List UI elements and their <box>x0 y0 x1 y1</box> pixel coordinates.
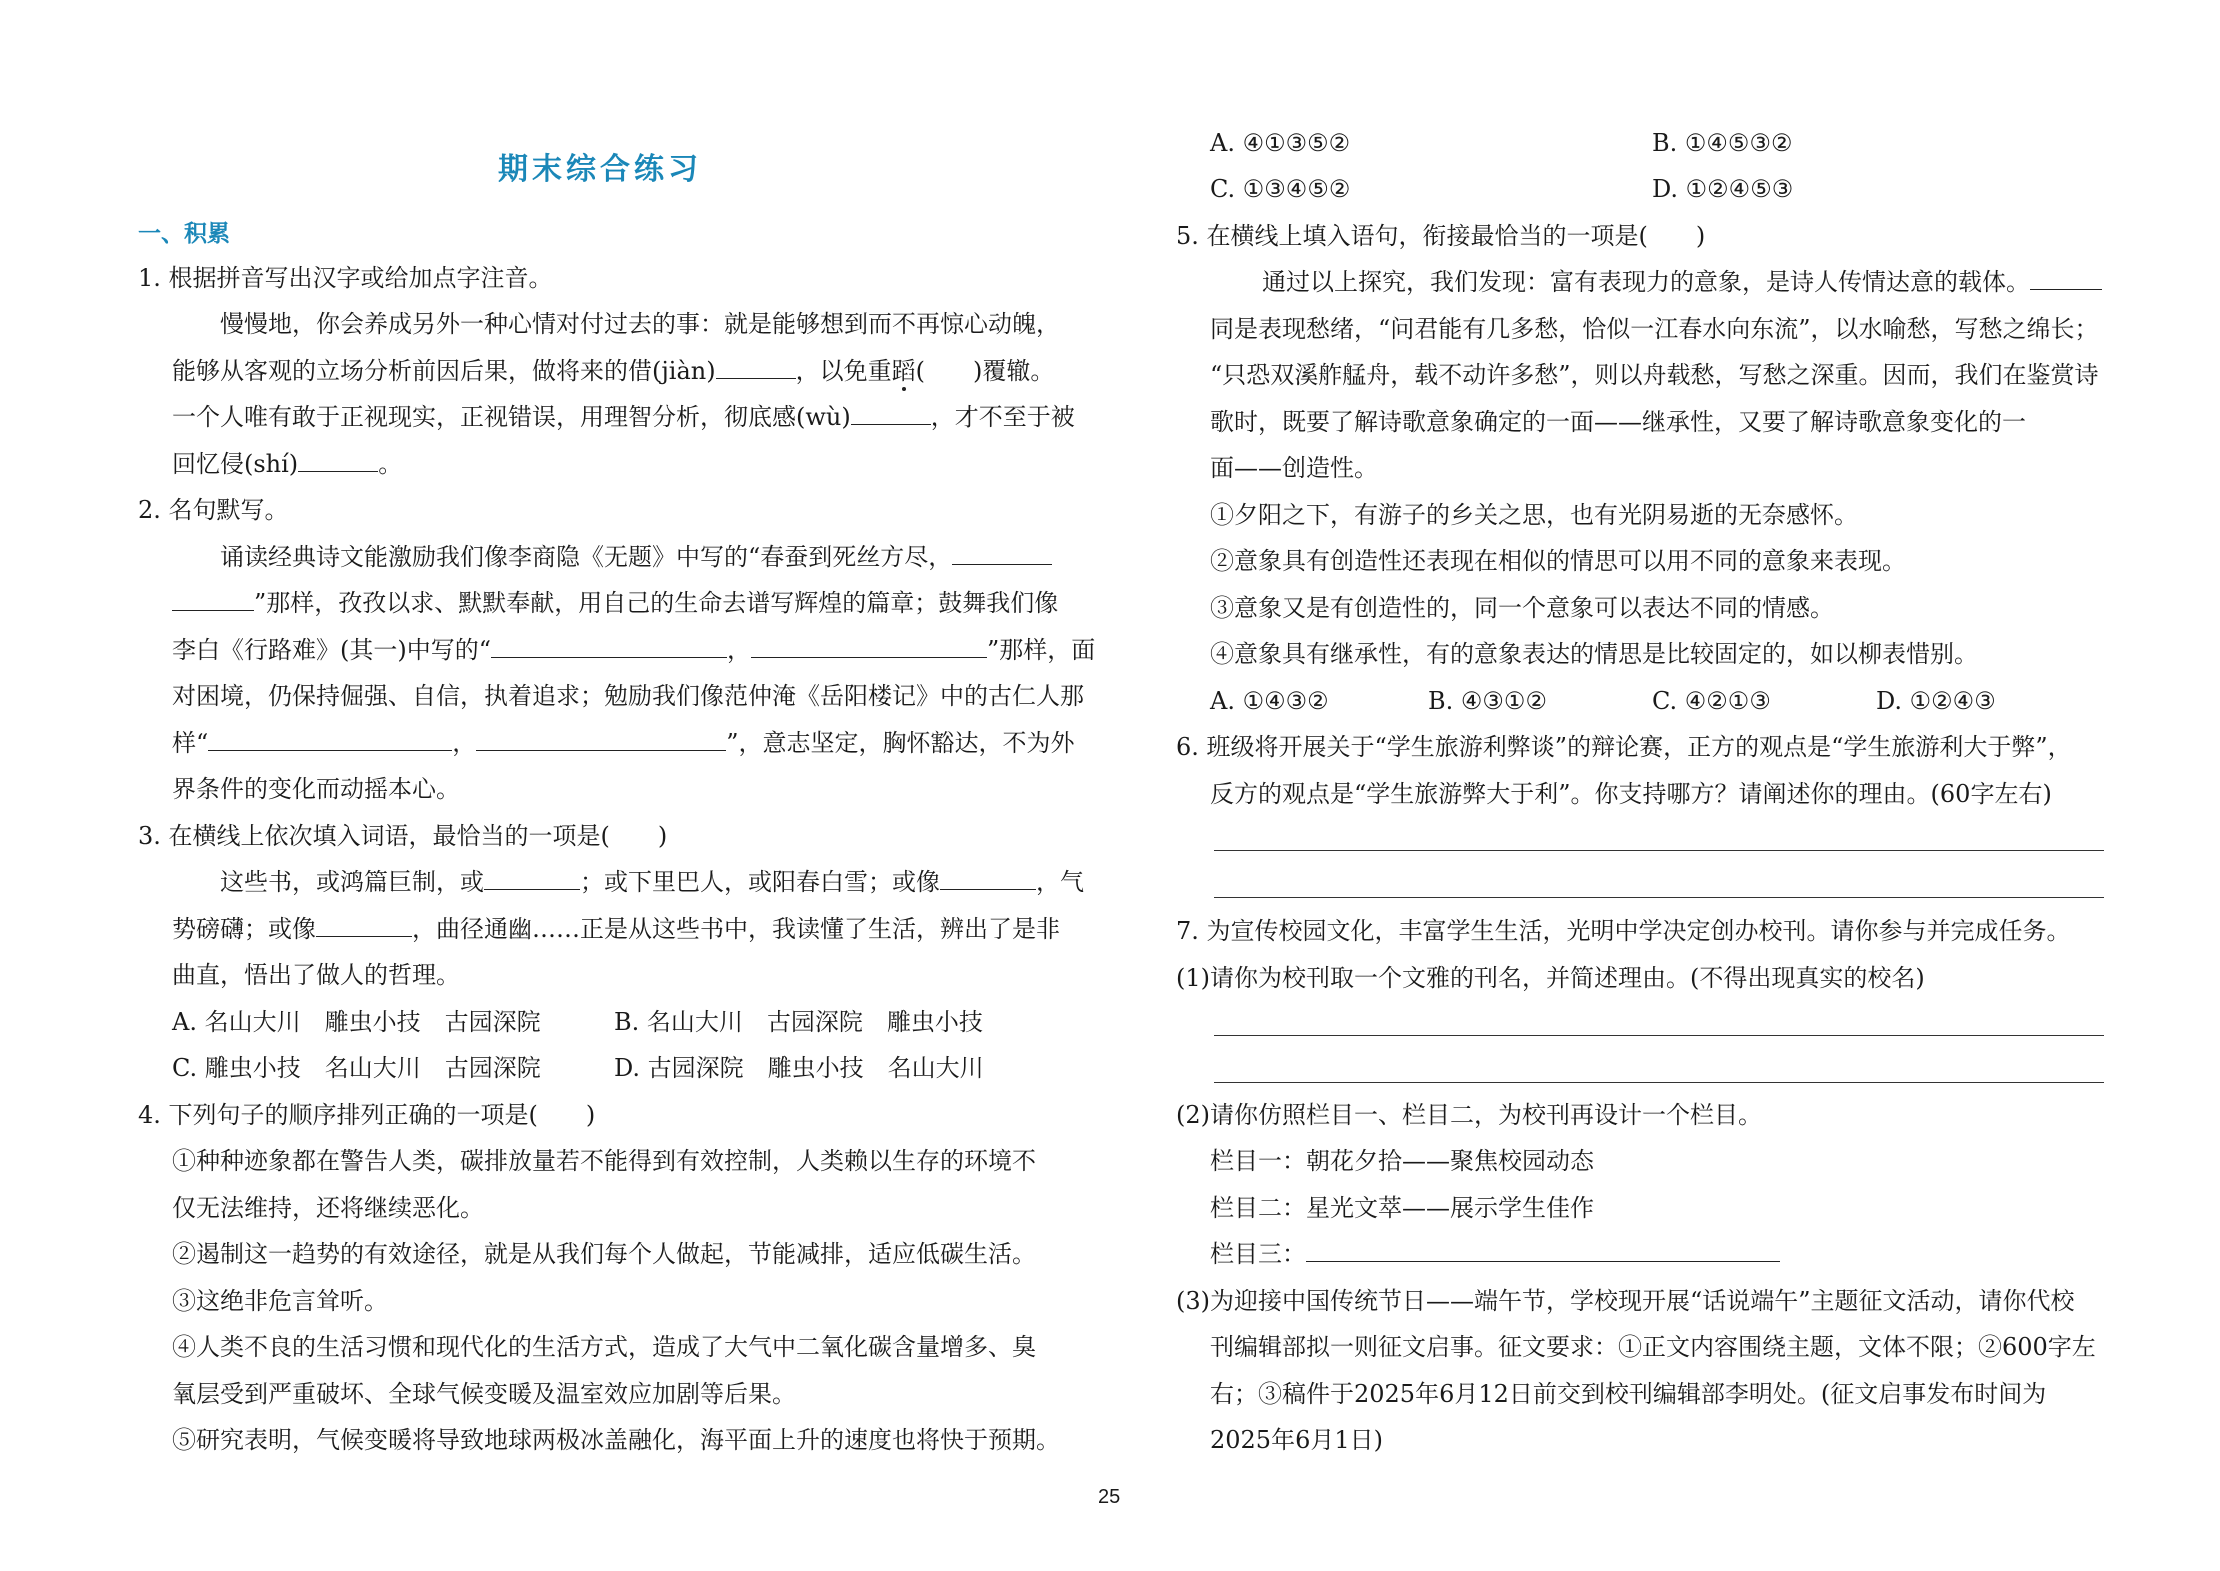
q1-line-4 <box>172 448 402 480</box>
q1-stem: 1. 根据拼音写出汉字或给加点字注音。 <box>138 264 553 292</box>
q2-line-4: 对困境，仍保持倔强、自信，执着追求；勉励我们像范仲淹《岳阳楼记》中的古仁人那 <box>172 682 1084 710</box>
q7-column-2: 栏目二：星光文萃——展示学生佳作 <box>1210 1194 1594 1222</box>
q7-part-3d: 2025年6月1日) <box>1210 1426 1383 1454</box>
q4-sentence-4b: 氧层受到严重破坏、全球气候变暖及温室效应加剧等后果。 <box>172 1380 796 1408</box>
q5-text: 通过以上探究，我们发现：富有表现力的意象，是诗人传情达意的载体。 <box>1262 268 2030 296</box>
q3-line-1 <box>220 866 1084 898</box>
q4-sentence-4a: ④人类不良的生活习惯和现代化的生活方式，造成了大气中二氧化碳含量增多、臭 <box>172 1333 1036 1361</box>
q7-part-1: (1)请你为校刊取一个文雅的刊名，并简述理由。(不得出现真实的校名) <box>1176 964 1925 992</box>
q3-text: ；或下里巴人，或阳春白雪；或像 <box>580 868 940 896</box>
q7-part-3c: 右；③稿件于2025年6月12日前交到校刊编辑部李明处。(征文启事发布时间为 <box>1210 1380 2047 1408</box>
dotted-character: 蹈 <box>891 357 916 385</box>
page-title: 期末综合练习 <box>498 152 702 187</box>
q7-part-3b: 刊编辑部拟一则征文启事。征文要求：①正文内容围绕主题，文体不限；②600字左 <box>1210 1333 2096 1361</box>
q5-statement-3: ③意象又是有创造性的，同一个意象可以表达不同的情感。 <box>1210 594 1834 622</box>
q1-text: ( )覆辙。 <box>915 357 1055 385</box>
q4-option-d[interactable]: D. ①②④⑤③ <box>1652 175 1794 203</box>
q2-line-6: 界条件的变化而动摇本心。 <box>172 775 460 803</box>
q7-answer-line[interactable] <box>1214 1082 2104 1083</box>
q5-option-b[interactable]: B. ④③①② <box>1428 687 1547 715</box>
q2-text: ， <box>727 636 751 664</box>
answer-blank[interactable] <box>476 728 726 751</box>
q2-text: 诵读经典诗文能激励我们像李商隐《无题》中写的“春蚕到死丝方尽， <box>220 543 953 571</box>
q2-text: ”那样，孜孜以求、默默奉献，用自己的生命去谱写辉煌的篇章；鼓舞我们像 <box>254 589 1059 617</box>
q1-text: ，才不至于被 <box>930 403 1075 431</box>
answer-blank[interactable] <box>716 356 796 379</box>
section-heading: 一、积累 <box>138 221 230 247</box>
q3-text: 这些书，或鸿篇巨制，或 <box>220 868 484 896</box>
answer-blank[interactable] <box>751 635 987 658</box>
q1-text: 。 <box>378 450 403 478</box>
q7-text: 栏目三： <box>1210 1240 1306 1268</box>
q4-stem: 4. 下列句子的顺序排列正确的一项是( ) <box>138 1101 596 1129</box>
q7-stem: 7. 为宣传校园文化，丰富学生生活，光明中学决定创办校刊。请你参与并完成任务。 <box>1176 917 2071 945</box>
answer-blank[interactable] <box>1306 1239 1780 1262</box>
q5-option-d[interactable]: D. ①②④③ <box>1876 687 1996 715</box>
q6-answer-line[interactable] <box>1214 850 2104 851</box>
q5-line-2: 同是表现愁绪，“问君能有几多愁，恰似一江春水向东流”，以水喻愁，写愁之绵长； <box>1210 315 2099 343</box>
q6-stem-2: 反方的观点是“学生旅游弊大于利”。你支持哪方？请阐述你的理由。(60字左右) <box>1210 780 2052 808</box>
q1-text: 回忆侵(shí) <box>172 450 299 478</box>
q1-line-2 <box>172 355 1054 387</box>
q5-option-c[interactable]: C. ④②①③ <box>1652 687 1771 715</box>
q3-text: ，气 <box>1036 868 1084 896</box>
q5-statement-4: ④意象具有继承性，有的意象表达的情思是比较固定的，如以柳表惜别。 <box>1210 640 1978 668</box>
answer-blank[interactable] <box>940 867 1036 890</box>
q2-line-3 <box>172 634 1095 666</box>
q2-text: ”那样，面 <box>987 636 1096 664</box>
q4-sentence-5: ⑤研究表明，气候变暖将导致地球两极冰盖融化，海平面上升的速度也将快于预期。 <box>172 1426 1060 1454</box>
q6-stem-1: 6. 班级将开展关于“学生旅游利弊谈”的辩论赛，正方的观点是“学生旅游利大于弊”， <box>1176 733 2072 761</box>
q5-line-3: “只恐双溪舴艋舟，载不动许多愁”，则以舟载愁，写愁之深重。因而，我们在鉴赏诗 <box>1210 361 2099 389</box>
q3-option-a[interactable]: A. 名山大川 雕虫小技 古园深院 <box>172 1008 541 1036</box>
q6-answer-line[interactable] <box>1214 897 2104 898</box>
q4-sentence-2: ②遏制这一趋势的有效途径，就是从我们每个人做起，节能减排，适应低碳生活。 <box>172 1240 1036 1268</box>
answer-blank[interactable] <box>491 635 727 658</box>
q3-option-b[interactable]: B. 名山大川 古园深院 雕虫小技 <box>614 1008 983 1036</box>
q2-text: 李白《行路难》(其一)中写的“ <box>172 636 491 664</box>
answer-blank[interactable] <box>208 728 452 751</box>
q5-statement-1: ①夕阳之下，有游子的乡关之思，也有光阴易逝的无奈感怀。 <box>1210 501 1858 529</box>
q2-text: ， <box>452 729 477 757</box>
answer-blank[interactable] <box>851 402 931 425</box>
q7-column-3 <box>1210 1238 1780 1270</box>
q2-stem: 2. 名句默写。 <box>138 496 289 524</box>
answer-blank[interactable] <box>484 867 580 890</box>
answer-blank[interactable] <box>316 914 412 937</box>
q2-line-1 <box>220 541 1052 573</box>
q4-option-c[interactable]: C. ①③④⑤② <box>1210 175 1351 203</box>
q2-line-5 <box>172 727 1075 759</box>
q3-option-d[interactable]: D. 古园深院 雕虫小技 名山大川 <box>614 1054 984 1082</box>
q5-line-5: 面——创造性。 <box>1210 454 1378 482</box>
q7-column-1: 栏目一：朝花夕拾——聚焦校园动态 <box>1210 1147 1594 1175</box>
answer-blank[interactable] <box>172 588 254 611</box>
q7-part-3a: (3)为迎接中国传统节日——端午节，学校现开展“话说端午”主题征文活动，请你代校 <box>1176 1287 2075 1315</box>
answer-blank[interactable] <box>2030 267 2102 290</box>
answer-blank[interactable] <box>298 449 378 472</box>
q3-line-3: 曲直，悟出了做人的哲理。 <box>172 961 460 989</box>
answer-blank[interactable] <box>952 542 1052 565</box>
q1-line-1: 慢慢地，你会养成另外一种心情对付过去的事：就是能够想到而不再惊心动魄， <box>220 310 1060 338</box>
q4-sentence-3: ③这绝非危言耸听。 <box>172 1287 388 1315</box>
q7-answer-line[interactable] <box>1214 1035 2104 1036</box>
q5-line-4: 歌时，既要了解诗歌意象确定的一面——继承性，又要了解诗歌意象变化的一 <box>1210 408 2026 436</box>
q5-option-a[interactable]: A. ①④③② <box>1210 687 1329 715</box>
q4-sentence-1a: ①种种迹象都在警告人类，碳排放量若不能得到有效控制，人类赖以生存的环境不 <box>172 1147 1036 1175</box>
q1-text: 能够从客观的立场分析前因后果，做将来的借(jiàn) <box>172 357 716 385</box>
q3-line-2 <box>172 913 1060 945</box>
q3-text: ，曲径通幽……正是从这些书中，我读懂了生活，辨出了是非 <box>412 915 1060 943</box>
q4-option-b[interactable]: B. ①④⑤③② <box>1652 129 1793 157</box>
q4-sentence-1b: 仅无法维持，还将继续恶化。 <box>172 1194 484 1222</box>
q7-part-2: (2)请你仿照栏目一、栏目二，为校刊再设计一个栏目。 <box>1176 1101 1762 1129</box>
q3-option-c[interactable]: C. 雕虫小技 名山大川 古园深院 <box>172 1054 541 1082</box>
q1-text: ，以免重 <box>795 357 892 385</box>
q5-line-1 <box>1262 266 2102 298</box>
q5-stem: 5. 在横线上填入语句，衔接最恰当的一项是( ) <box>1176 222 1706 250</box>
q5-statement-2: ②意象具有创造性还表现在相似的情思可以用不同的意象来表现。 <box>1210 547 1906 575</box>
page-number: 25 <box>1098 1486 1121 1508</box>
q1-line-3 <box>172 401 1075 433</box>
q2-text: ”，意志坚定，胸怀豁达，不为外 <box>726 729 1075 757</box>
q2-text: 样“ <box>172 729 209 757</box>
q3-text: 势磅礴；或像 <box>172 915 316 943</box>
q1-text: 一个人唯有敢于正视现实，正视错误，用理智分析，彻底感(wù) <box>172 403 851 431</box>
q4-option-a[interactable]: A. ④①③⑤② <box>1210 129 1351 157</box>
q3-stem: 3. 在横线上依次填入词语，最恰当的一项是( ) <box>138 822 668 850</box>
q2-line-2 <box>172 587 1058 619</box>
